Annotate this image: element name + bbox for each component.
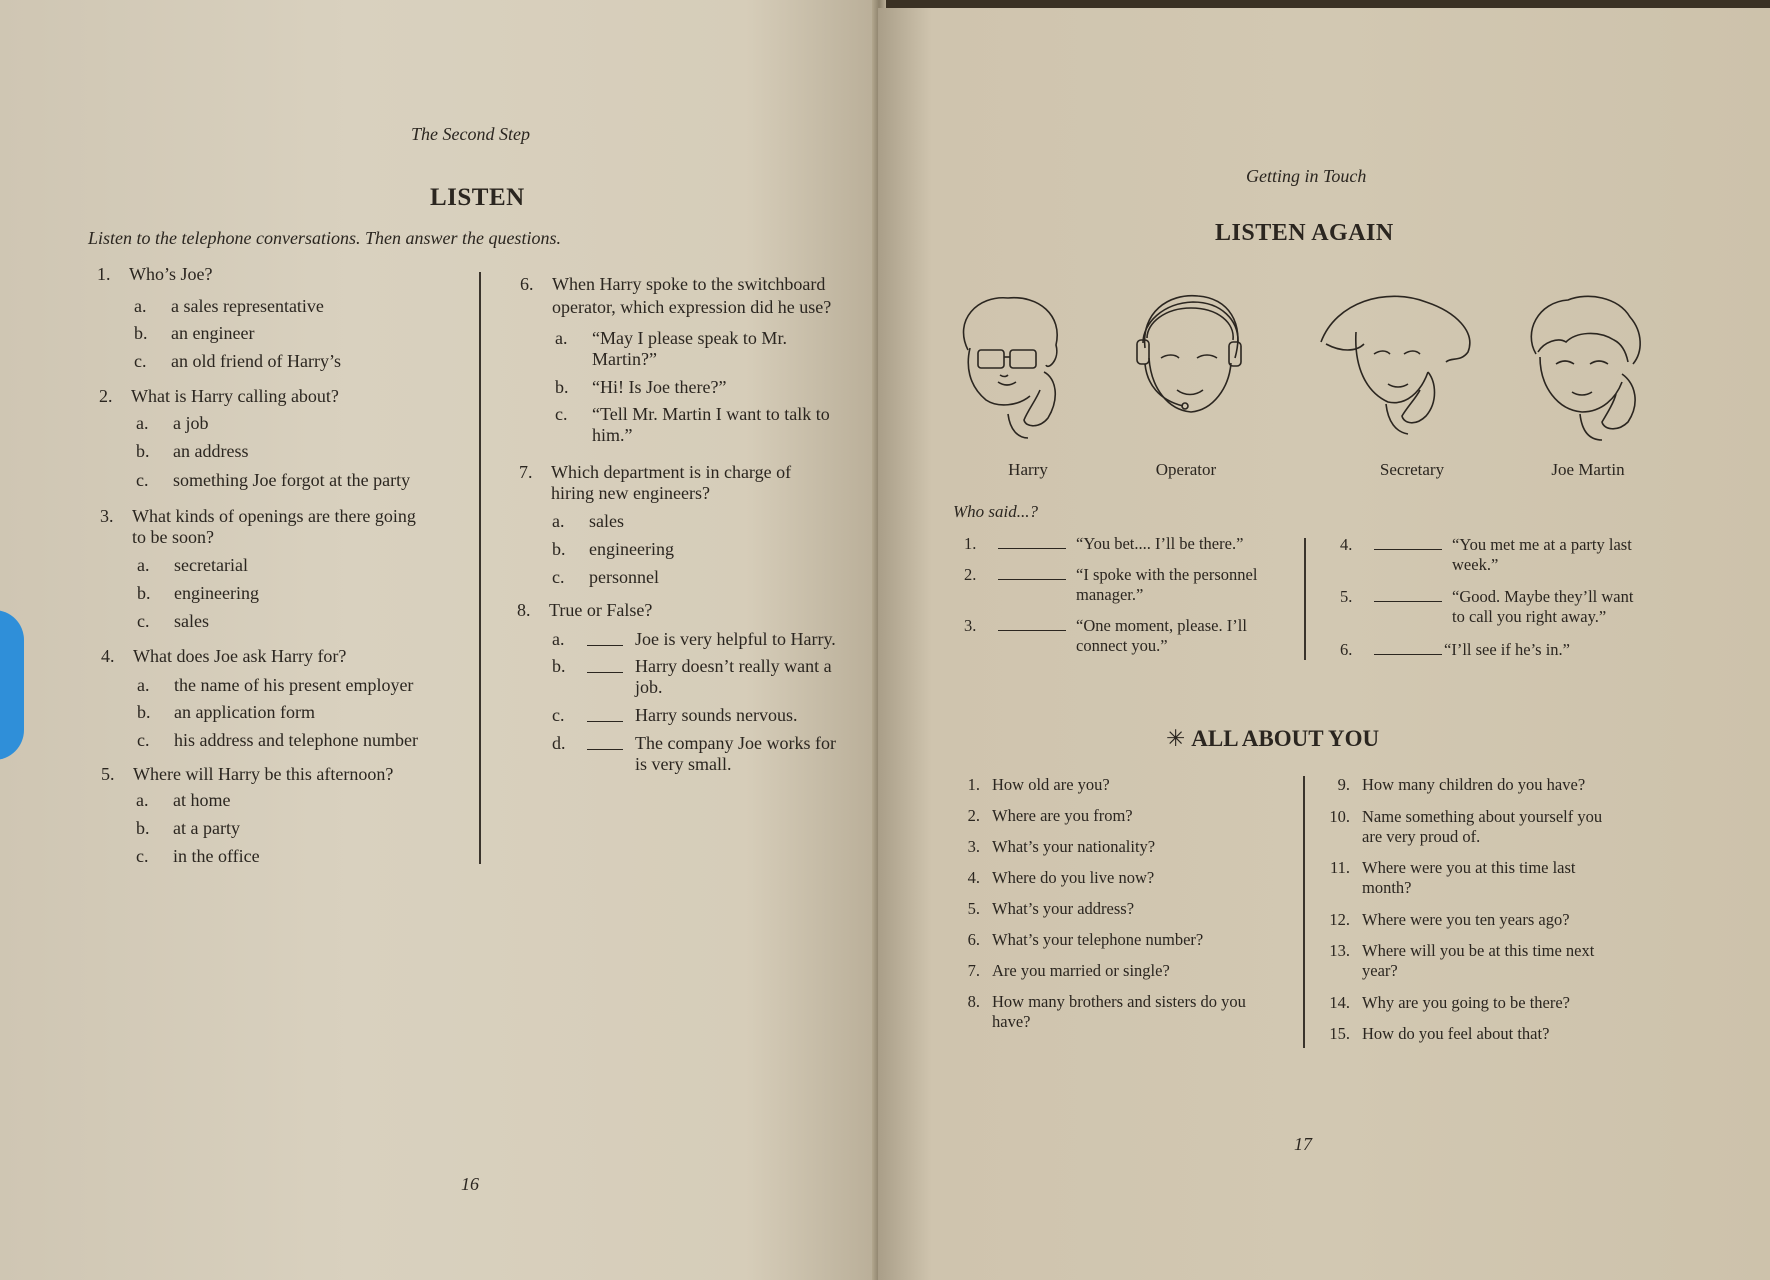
item-text-line2: month? [1362,878,1412,897]
option-text: sales [174,611,209,631]
option-letter: b. [552,656,566,676]
page-number: 16 [461,1174,479,1194]
item-text-line2: have? [992,1012,1031,1031]
question-text: True or False? [549,600,653,620]
question-number: 5. [101,764,115,784]
running-header: Getting in Touch [1246,166,1367,186]
option-text: in the office [173,846,260,866]
option-letter: c. [552,567,565,587]
option-text: something Joe forgot at the party [173,470,411,490]
question-number: 2. [99,386,113,406]
answer-blank[interactable] [1374,654,1442,655]
column-divider [479,272,481,864]
operator-illustration-icon [1123,288,1253,438]
option-text: engineering [174,583,259,603]
item-text: Where were you at this time last [1362,858,1576,877]
section-title: LISTEN AGAIN [1215,220,1394,246]
option-letter: c. [136,846,149,866]
quote-text: “Good. Maybe they’ll want [1452,587,1634,606]
answer-blank[interactable] [998,630,1066,631]
answer-blank[interactable] [1374,601,1442,602]
option-text: “May I please speak to Mr. [592,328,787,348]
option-letter: c. [555,404,568,424]
quote-text: “You bet.... I’ll be there.” [1076,534,1244,553]
quote-text-line2: to call you right away.” [1452,607,1607,626]
option-text: engineering [589,539,674,559]
harry-illustration-icon [948,290,1068,440]
option-text-line2: him.” [592,425,633,445]
question-text: What is Harry calling about? [131,386,339,406]
right-page [878,8,1770,1280]
quote-text: “You met me at a party last [1452,535,1632,554]
answer-blank[interactable] [998,579,1066,580]
option-text: The company Joe works for [635,733,836,753]
option-letter: c. [137,730,150,750]
question-text-line2: hiring new engineers? [551,483,710,503]
item-number: 9. [1337,775,1350,794]
option-letter: b. [136,441,150,461]
question-number: 4. [101,646,115,666]
who-said-label: Who said...? [953,502,1038,521]
option-text: “Tell Mr. Martin I want to talk to [592,404,830,424]
item-text: Where do you live now? [992,868,1155,887]
answer-blank[interactable] [1374,549,1442,550]
item-number: 15. [1329,1024,1350,1043]
item-text: Why are you going to be there? [1362,993,1571,1012]
question-text: Who’s Joe? [129,264,213,284]
option-text: a sales representative [171,296,324,316]
option-letter: a. [136,413,149,433]
section-title: LISTEN [430,184,525,211]
item-number: 1. [964,534,977,553]
item-number: 3. [967,837,980,856]
option-letter: b. [136,818,150,838]
all-about-you-heading [1166,726,1379,752]
item-text: What’s your nationality? [992,837,1156,856]
character-name-harry: Harry [1008,460,1048,479]
answer-blank[interactable] [998,548,1066,549]
option-text: the name of his present employer [174,675,414,695]
quote-text: “One moment, please. I’ll [1076,616,1247,635]
item-text-line2: are very proud of. [1362,827,1481,846]
item-number: 12. [1329,910,1350,929]
quote-text-line2: manager.” [1076,585,1144,604]
option-text: at home [173,790,231,810]
option-letter: c. [134,351,147,371]
question-number: 6. [520,274,534,294]
option-text: Joe is very helpful to Harry. [635,629,836,649]
character-name-joe-martin: Joe Martin [1551,460,1625,479]
item-text: Where will you be at this time next [1362,941,1595,960]
option-text: a job [173,413,209,433]
item-number: 5. [1340,587,1353,606]
item-number: 4. [967,868,980,887]
option-text-line2: is very small. [635,754,732,774]
item-text: How many brothers and sisters do you [992,992,1246,1011]
question-text-line2: operator, which expression did he use? [552,297,832,317]
option-text-line2: job. [635,677,663,697]
question-text: When Harry spoke to the switchboard [552,274,826,294]
item-number: 1. [967,775,980,794]
item-text: What’s your telephone number? [992,930,1204,949]
option-letter: b. [134,323,148,343]
option-letter: b. [555,377,569,397]
item-number: 4. [1340,535,1353,554]
option-text: secretarial [174,555,248,575]
page-number: 17 [1294,1134,1312,1154]
column-divider [1304,538,1306,660]
option-text: at a party [173,818,240,838]
question-number: 3. [100,506,114,526]
item-number: 3. [964,616,977,635]
item-number: 11. [1329,858,1350,877]
option-letter: c. [552,705,565,725]
quote-text: “I’ll see if he’s in.” [1444,640,1570,659]
option-letter: b. [137,583,151,603]
question-number: 1. [97,264,111,284]
option-letter: c. [136,470,149,490]
question-text-line2: to be soon? [132,527,214,547]
option-text: an engineer [171,323,255,343]
answer-blank[interactable] [587,749,623,750]
left-page [0,0,878,1280]
answer-blank[interactable] [587,645,623,646]
item-text: How many children do you have? [1362,775,1586,794]
item-text: Name something about yourself you [1362,807,1603,826]
option-text: Harry doesn’t really want a [635,656,832,676]
question-text: Which department is in charge of [551,462,792,482]
item-text: Where were you ten years ago? [1362,910,1570,929]
question-number: 7. [519,462,533,482]
item-number: 10. [1329,807,1350,826]
item-number: 13. [1329,941,1350,960]
option-letter: a. [136,790,149,810]
quote-text-line2: connect you.” [1076,636,1168,655]
instructions: Listen to the telephone conversations. Then answer the questions. [88,228,561,248]
option-letter: b. [552,539,566,559]
secretary-illustration-icon [1316,292,1476,440]
item-number: 5. [967,899,980,918]
option-text: his address and telephone number [174,730,418,750]
quote-text-line2: week.” [1452,555,1499,574]
question-text: What kinds of openings are there going [132,506,416,526]
option-text: an address [173,441,249,461]
option-letter: a. [552,629,565,649]
running-header: The Second Step [411,124,530,144]
item-text: Where are you from? [992,806,1133,825]
item-number: 2. [964,565,977,584]
item-text: How old are you? [992,775,1110,794]
item-number: 14. [1329,993,1350,1012]
item-text: Are you married or single? [992,961,1170,980]
option-letter: a. [137,675,150,695]
asterisk-icon: ✳ [1166,726,1186,751]
question-number: 8. [517,600,531,620]
option-letter: d. [552,733,566,753]
option-letter: a. [134,296,147,316]
answer-blank[interactable] [587,721,623,722]
item-number: 2. [967,806,980,825]
answer-blank[interactable] [587,672,623,673]
blue-page-tab [0,610,24,760]
all-about-you-title: ALL ABOUT YOU [1191,726,1380,751]
option-letter: a. [552,511,565,531]
character-name-secretary: Secretary [1379,460,1445,479]
column-divider [1303,776,1305,1048]
option-text: Harry sounds nervous. [635,705,798,725]
question-text: What does Joe ask Harry for? [133,646,347,666]
option-letter: a. [137,555,150,575]
item-text-line2: year? [1362,961,1398,980]
option-text: an old friend of Harry’s [171,351,341,371]
option-text: “Hi! Is Joe there?” [592,377,727,397]
joe-martin-illustration-icon [1518,292,1658,442]
item-text: How do you feel about that? [1362,1024,1550,1043]
option-letter: b. [137,702,151,722]
option-text-line2: Martin?” [592,349,657,369]
item-number: 6. [1340,640,1353,659]
item-text: What’s your address? [992,899,1135,918]
option-text: personnel [589,567,659,587]
quote-text: “I spoke with the personnel [1076,565,1258,584]
item-number: 6. [967,930,980,949]
option-letter: c. [137,611,150,631]
item-number: 7. [967,961,980,980]
option-text: sales [589,511,624,531]
item-number: 8. [967,992,980,1011]
option-letter: a. [555,328,568,348]
character-name-operator: Operator [1155,460,1217,479]
option-text: an application form [174,702,315,722]
question-text: Where will Harry be this afternoon? [133,764,394,784]
